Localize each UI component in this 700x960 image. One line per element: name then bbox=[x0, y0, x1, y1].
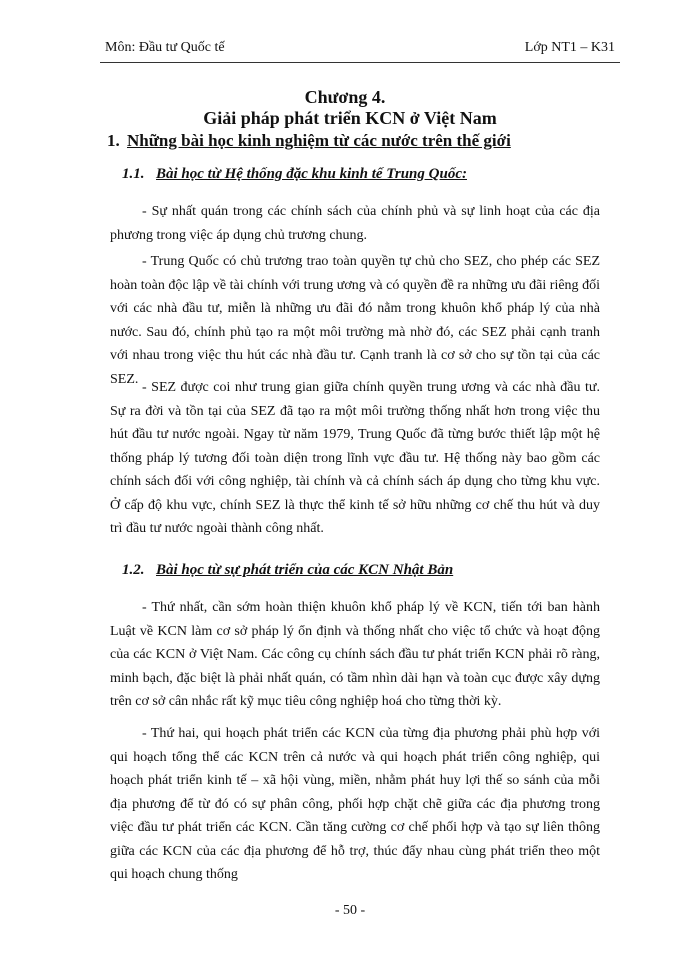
paragraph: - Thứ hai, qui hoạch phát triển các KCN của từng địa phương phải phù hợp với qui hoạch tổng thể các KCN trên cả nước và qui hoạch phát triển công nghiệp, qui hoạch phát triển kinh tế – xã hội vùng, miền, nhằm phát huy lợi thế so sánh của mỗi địa phương để từ đó có sự phân công, phối hợp chặt chẽ giữa các địa phương trong việc đầu tư phát triển các KCN. Cần tăng cường cơ chế phối hợp và tạo sự liên thông giữa các KCN của các địa phương để hỗ trợ, thúc đẩy nhau cùng phát triển theo một qui hoạch chung thống bbox=[110, 726, 600, 882]
paragraph: - Thứ nhất, cần sớm hoàn thiện khuôn khổ pháp lý về KCN, tiến tới ban hành Luật về KCN làm cơ sở pháp lý ổn định và thống nhất cho việc tổ chức và hoạt động của các KCN ở Việt Nam. Các công cụ chính sách đầu tư phát triển KCN phải rõ ràng, minh bạch, đặc biệt là phải nhất quán, có tầm nhìn dài hạn và toàn cục được xây dựng trên cơ sở cân nhắc rất kỹ mục tiêu công nghiệp hoá cho từng thời kỳ. bbox=[110, 600, 600, 709]
subsection-title: Bài học từ sự phát triển của các KCN Nhật Bản bbox=[156, 562, 454, 578]
section-number: 1. bbox=[107, 131, 120, 150]
chapter-number: Chương 4. bbox=[304, 87, 386, 107]
subsection-title: Bài học từ Hệ thống đặc khu kinh tế Trung Quốc: bbox=[156, 166, 467, 182]
header-divider bbox=[100, 62, 620, 63]
chapter-title: Giải pháp phát triển KCN ở Việt Nam bbox=[203, 108, 497, 128]
subsection-heading-2 bbox=[122, 562, 453, 579]
subsection-heading-1 bbox=[122, 166, 467, 183]
section-title: Những bài học kinh nghiệm từ các nước trên thế giới bbox=[127, 131, 511, 150]
paragraph: - SEZ được coi như trung gian giữa chính quyền trung ương và các nhà đầu tư. Sự ra đời và tồn tại của SEZ đã tạo ra một môi trường thống nhất hơn trong việc thu hút đầu tư nước ngoài. Ngay từ năm 1979, Trung Quốc đã từng bước thiết lập một hệ thống pháp lý tương đối toàn diện trong lĩnh vực đầu tư. Hệ thống này bao gồm các chính sách đối với công nghiệp, tài chính và cả chính sách áp dụng cho từng khu vực. Ở cấp độ khu vực, chính SEZ là thực thể kinh tế sở hữu những cơ chế thu hút và duy trì đầu tư nước ngoài thành công nhất. bbox=[110, 380, 600, 536]
page-number: - 50 - bbox=[334, 903, 366, 918]
paragraph: - Sự nhất quán trong các chính sách của chính phủ và sự linh hoạt của các địa phương trong việc áp dụng chủ trương chung. bbox=[110, 204, 600, 243]
subsection-number: 1.1. bbox=[122, 166, 145, 182]
paragraph: - Trung Quốc có chủ trương trao toàn quyền tự chủ cho SEZ, cho phép các SEZ hoàn toàn độc lập về tài chính với trung ương và có quyền đề ra những ưu đãi riêng đối với các nhà đầu tư, miễn là những ưu đãi đó nằm trong khuôn khổ pháp lý của nhà nước. Sau đó, chính phủ tạo ra một môi trường mà nhờ đó, các SEZ phải cạnh tranh với nhau trong việc thu hút các nhà đầu tư. Cạnh tranh là cơ sở cho sự tồn tại của các SEZ. bbox=[110, 254, 600, 387]
section-heading bbox=[107, 131, 511, 151]
header-class: Lớp NT1 – K31 bbox=[524, 40, 615, 55]
header-subject: Môn: Đầu tư Quốc tế bbox=[105, 40, 225, 55]
subsection-number: 1.2. bbox=[122, 562, 145, 578]
